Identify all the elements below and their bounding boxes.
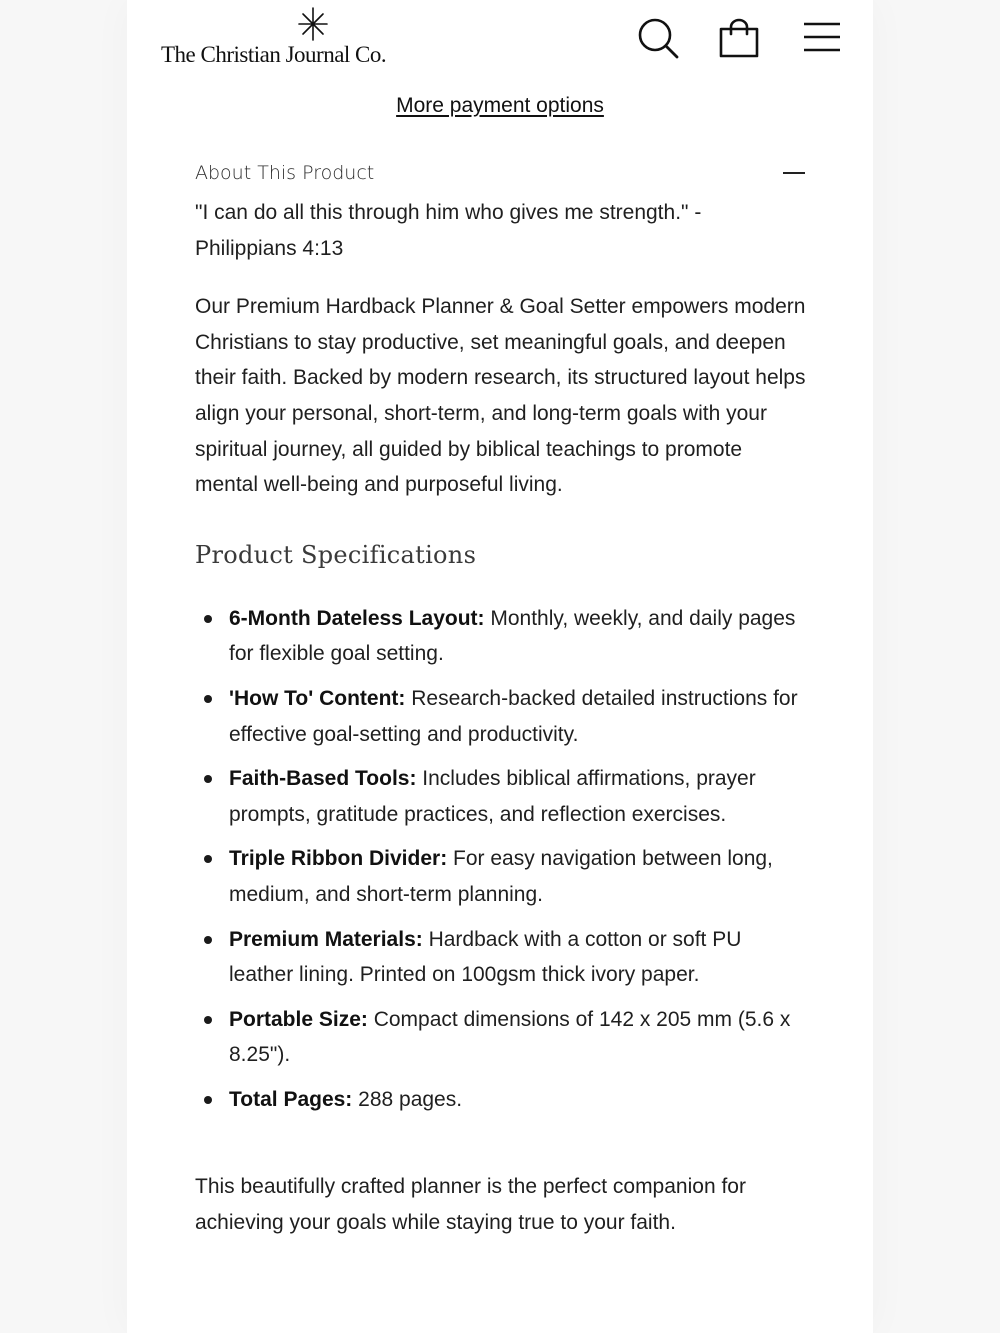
spec-item bbox=[195, 1002, 807, 1073]
spec-item bbox=[195, 681, 807, 752]
bible-quote: "I can do all this through him who gives me strength." - Philippians 4:13 bbox=[195, 201, 702, 260]
hamburger-menu-icon[interactable] bbox=[800, 16, 844, 60]
spec-item bbox=[195, 1082, 807, 1118]
site-header bbox=[127, 0, 873, 80]
spec-text: Hardback with a cotton or soft PU leather lining. Printed on 100gsm thick ivory paper. bbox=[229, 927, 742, 987]
specs-heading: Product Specifications bbox=[195, 540, 477, 569]
product-description: Our Premium Hardback Planner & Goal Setter empowers modern Christians to stay productive, set meaningful goals, and deepen their faith. Backed by modern research, its structured layout helps align your personal, short-term, and long-term goals with your spiritual journey, all guided by biblical teachings to promote mental well-being and purposeful living. bbox=[195, 295, 806, 497]
spec-text: Includes biblical affirmations, prayer prompts, gratitude practices, and reflection exercises. bbox=[229, 767, 756, 826]
bullet-icon bbox=[204, 1016, 212, 1024]
bullet-icon bbox=[204, 855, 212, 863]
spec-label: Total Pages: bbox=[229, 1087, 353, 1111]
brand-name: The Christian Journal Co. bbox=[161, 42, 387, 67]
search-icon[interactable] bbox=[636, 16, 680, 60]
more-payment-options-link[interactable]: More payment options bbox=[396, 94, 604, 117]
bullet-icon bbox=[204, 936, 212, 944]
closing-text: This beautifully crafted planner is the perfect companion for achieving your goals while staying true to your faith. bbox=[195, 1175, 746, 1235]
star-icon bbox=[295, 6, 331, 42]
spec-item bbox=[195, 601, 807, 672]
product-page bbox=[127, 0, 873, 1333]
shopping-bag-icon[interactable] bbox=[717, 16, 761, 60]
spec-text: For easy navigation between long, medium, and short-term planning. bbox=[229, 847, 773, 906]
collapse-icon[interactable] bbox=[781, 157, 807, 189]
about-accordion-header[interactable] bbox=[195, 157, 807, 191]
product-details bbox=[195, 157, 807, 1241]
spec-item bbox=[195, 761, 807, 832]
bullet-icon bbox=[204, 615, 212, 623]
spec-item bbox=[195, 841, 807, 912]
spec-item bbox=[195, 922, 807, 993]
spec-label: Triple Ribbon Divider: bbox=[229, 847, 448, 871]
spec-label: 6-Month Dateless Layout: bbox=[229, 606, 485, 630]
brand-logo[interactable] bbox=[161, 4, 411, 74]
spec-text: Compact dimensions of 142 x 205 mm (5.6 x 8.25"). bbox=[229, 1007, 791, 1067]
bullet-icon bbox=[204, 775, 212, 783]
spec-label: Premium Materials: bbox=[229, 927, 423, 951]
bullet-icon bbox=[204, 1096, 212, 1104]
spec-label: Faith-Based Tools: bbox=[229, 767, 417, 791]
spec-text: 288 pages. bbox=[352, 1087, 463, 1111]
about-title: About This Product bbox=[195, 162, 375, 184]
spec-label: Portable Size: bbox=[229, 1007, 368, 1031]
spec-text: Monthly, weekly, and daily pages for flexible goal setting. bbox=[229, 606, 796, 666]
more-payment-options bbox=[127, 94, 873, 118]
spec-text: Research-backed detailed instructions for effective goal-setting and productivity. bbox=[229, 686, 798, 746]
bullet-icon bbox=[204, 695, 212, 703]
spec-label: 'How To' Content: bbox=[229, 686, 406, 710]
specs-list bbox=[195, 601, 807, 1118]
